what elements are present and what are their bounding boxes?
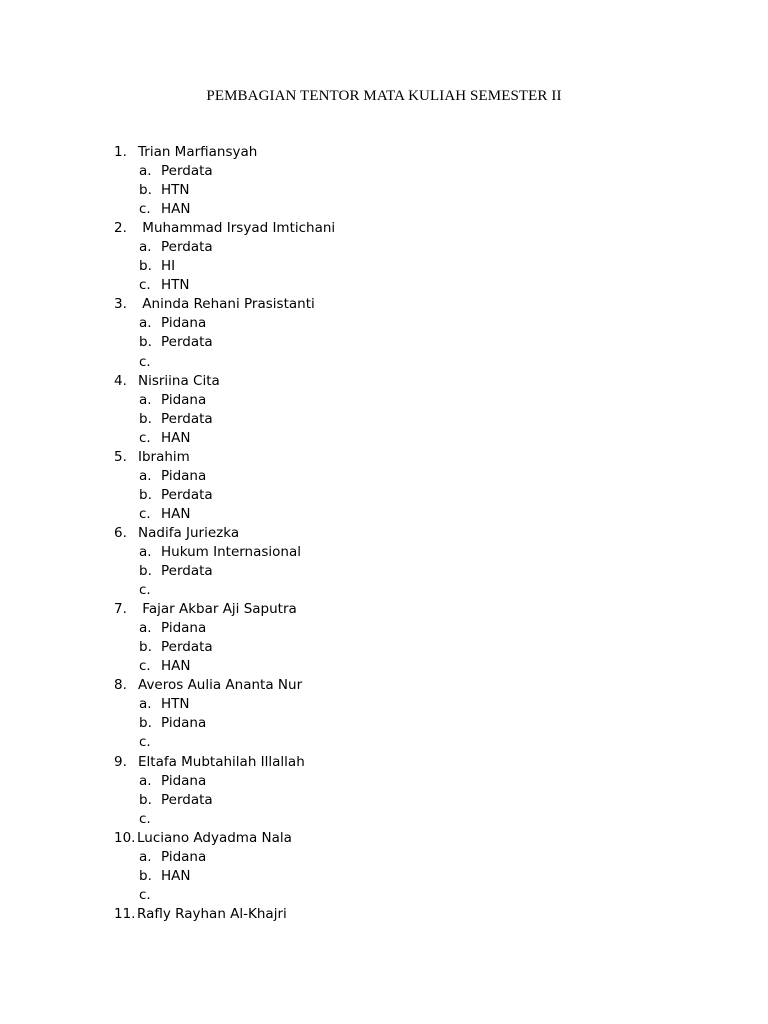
- subject-letter: c.: [139, 810, 151, 827]
- subject-letter: a.: [139, 620, 152, 637]
- subject-item: [114, 410, 335, 429]
- subject-letter: c.: [139, 429, 151, 446]
- subject-item: [114, 810, 335, 829]
- subject-item: [114, 257, 335, 276]
- subject-letter: c.: [139, 658, 151, 675]
- tutor-item: [114, 448, 335, 467]
- subject-name: Perdata: [161, 563, 213, 580]
- tutor-item: [114, 905, 335, 924]
- subject-item: [114, 848, 335, 867]
- subject-item: [114, 543, 335, 562]
- tutor-name: Luciano Adyadma Nala: [137, 829, 292, 846]
- tutor-name: Nadifa Juriezka: [138, 524, 240, 541]
- subject-name: Pidana: [161, 715, 207, 732]
- subject-name: HI: [161, 258, 176, 275]
- subject-item: [114, 581, 335, 600]
- tutor-number: 1.: [114, 144, 127, 160]
- subject-letter: a.: [139, 543, 152, 560]
- subject-letter: b.: [139, 486, 152, 503]
- subject-item: [114, 714, 335, 733]
- subject-name: Pidana: [161, 772, 207, 789]
- subject-letter: b.: [139, 715, 152, 732]
- tutor-number: 10.: [114, 829, 136, 846]
- subject-item: [114, 505, 335, 524]
- subject-name: HTN: [161, 696, 190, 713]
- subject-letter: c.: [139, 582, 151, 599]
- tutor-name: Rafly Rayhan Al-Khajri: [137, 905, 287, 922]
- subject-item: [114, 695, 335, 714]
- tutor-number: 4.: [114, 372, 127, 389]
- tutor-name: Averos Aulia Ananta Nur: [138, 677, 303, 694]
- tutor-number: 3.: [114, 296, 127, 313]
- subject-name: HAN: [161, 867, 191, 884]
- subject-item: [114, 276, 335, 295]
- subject-letter: c.: [139, 277, 151, 294]
- tutor-number: 7.: [114, 601, 127, 618]
- subject-item: [114, 353, 335, 372]
- subject-item: [114, 181, 335, 200]
- tutor-list: [114, 143, 335, 924]
- tutor-number: 5.: [114, 448, 127, 465]
- tutor-item: [114, 600, 335, 619]
- subject-letter: b.: [139, 563, 152, 580]
- subject-item: [114, 791, 335, 810]
- tutor-number: 8.: [114, 677, 127, 694]
- subject-item: [114, 238, 335, 257]
- subject-item: [114, 200, 335, 219]
- subject-name: Perdata: [161, 163, 213, 180]
- tutor-item: [114, 295, 335, 314]
- subject-item: [114, 886, 335, 905]
- subject-name: Perdata: [161, 486, 213, 503]
- subject-name: HAN: [161, 429, 191, 446]
- subject-letter: c.: [139, 353, 151, 370]
- tutor-number: 6.: [114, 524, 127, 541]
- subject-item: [114, 733, 335, 752]
- subject-letter: a.: [139, 467, 152, 484]
- tutor-item: [114, 219, 335, 238]
- subject-letter: b.: [139, 791, 152, 808]
- subject-name: Pidana: [161, 391, 207, 408]
- subject-item: [114, 391, 335, 410]
- subject-name: Hukum Internasional: [161, 543, 302, 560]
- subject-item: [114, 486, 335, 505]
- subject-letter: b.: [139, 410, 152, 427]
- subject-item: [114, 657, 335, 676]
- subject-name: Pidana: [161, 467, 207, 484]
- subject-letter: b.: [139, 258, 152, 275]
- subject-name: HTN: [161, 277, 190, 294]
- subject-name: HAN: [161, 505, 191, 522]
- subject-name: HTN: [161, 182, 190, 199]
- subject-item: [114, 429, 335, 448]
- subject-letter: a.: [139, 848, 152, 865]
- tutor-item: [114, 372, 335, 391]
- tutor-name: Nisriina Cita: [138, 372, 220, 389]
- subject-item: [114, 619, 335, 638]
- subject-name: Pidana: [161, 620, 207, 637]
- subject-item: [114, 772, 335, 791]
- subject-letter: a.: [139, 239, 152, 256]
- subject-letter: c.: [139, 886, 151, 903]
- subject-name: Perdata: [161, 410, 213, 427]
- subject-name: Pidana: [161, 315, 207, 332]
- tutor-item: [114, 143, 335, 162]
- tutor-number: 11.: [114, 905, 136, 922]
- subject-name: HAN: [161, 201, 191, 218]
- subject-name: Perdata: [161, 791, 213, 808]
- subject-name: Perdata: [161, 239, 213, 256]
- subject-name: Pidana: [161, 848, 207, 865]
- subject-item: [114, 562, 335, 581]
- tutor-item: [114, 753, 335, 772]
- tutor-name: Aninda Rehani Prasistanti: [138, 296, 315, 313]
- subject-item: [114, 467, 335, 486]
- tutor-name: Eltafa Mubtahilah Illallah: [138, 753, 305, 770]
- subject-letter: b.: [139, 867, 152, 884]
- subject-letter: c.: [139, 734, 151, 751]
- subject-letter: b.: [139, 334, 152, 351]
- tutor-name: Muhammad Irsyad Imtichani: [138, 220, 336, 237]
- tutor-number: 9.: [114, 753, 127, 770]
- subject-letter: b.: [139, 639, 152, 656]
- subject-letter: a.: [139, 391, 152, 408]
- tutor-item: [114, 829, 335, 848]
- tutor-item: [114, 524, 335, 543]
- tutor-name: Ibrahim: [138, 448, 190, 465]
- subject-letter: a.: [139, 315, 152, 332]
- document-title: PEMBAGIAN TENTOR MATA KULIAH SEMESTER II: [206, 88, 562, 104]
- subject-name: HAN: [161, 658, 191, 675]
- subject-letter: a.: [139, 696, 152, 713]
- subject-letter: a.: [139, 772, 152, 789]
- tutor-item: [114, 676, 335, 695]
- subject-item: [114, 867, 335, 886]
- tutor-name: Trian Marfiansyah: [138, 144, 258, 160]
- tutor-name: Fajar Akbar Aji Saputra: [138, 601, 297, 618]
- subject-item: [114, 638, 335, 657]
- subject-item: [114, 333, 335, 352]
- subject-letter: a.: [139, 163, 152, 180]
- subject-name: Perdata: [161, 334, 213, 351]
- subject-name: Perdata: [161, 639, 213, 656]
- subject-item: [114, 162, 335, 181]
- subject-letter: c.: [139, 201, 151, 218]
- subject-letter: c.: [139, 505, 151, 522]
- tutor-number: 2.: [114, 220, 127, 237]
- subject-item: [114, 314, 335, 333]
- subject-letter: b.: [139, 182, 152, 199]
